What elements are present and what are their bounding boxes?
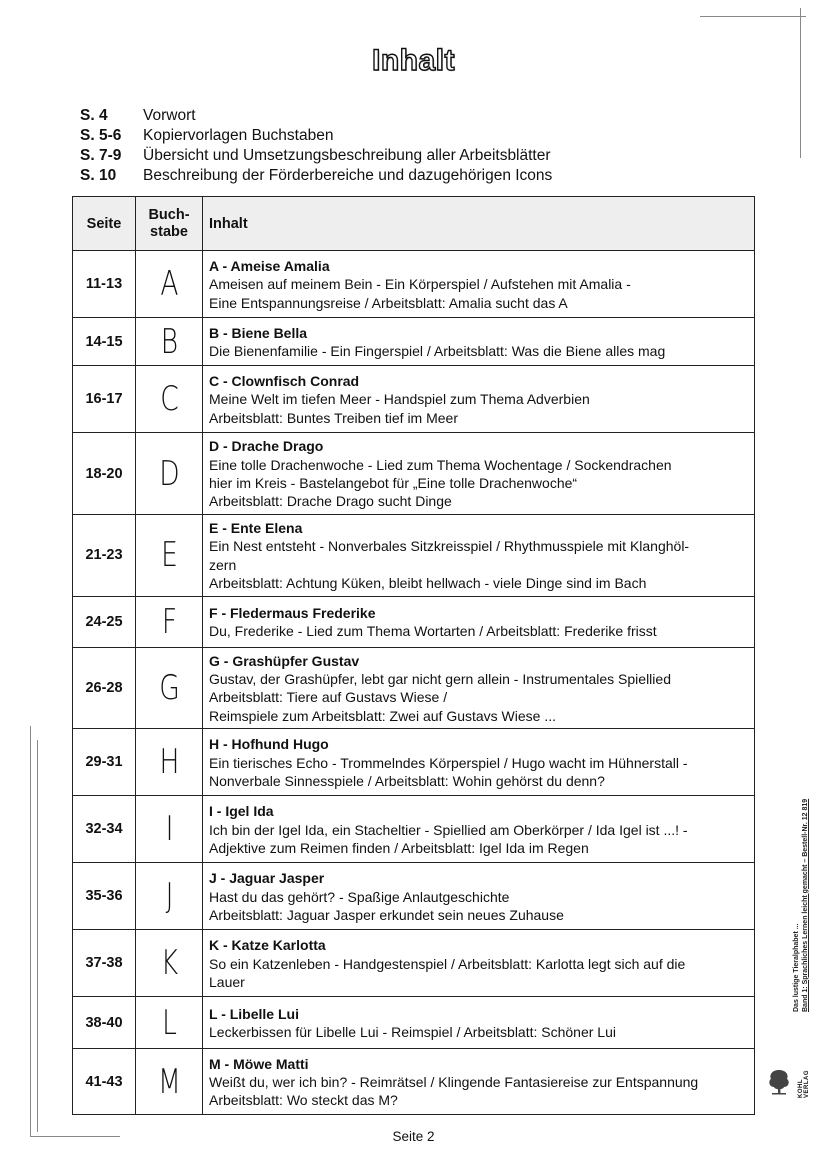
row-title: E - Ente Elena bbox=[209, 520, 303, 536]
row-letter: D bbox=[143, 433, 195, 515]
row-description: Leckerbissen für Libelle Lui - Reimspiel / Arbeitsblatt: Schöner Lui bbox=[209, 1024, 616, 1041]
row-letter: A bbox=[143, 251, 195, 318]
row-content bbox=[203, 796, 755, 863]
table-row bbox=[73, 366, 755, 433]
row-description: Weißt du, wer ich bin? - Reimrätsel / Klingende Fantasiereise zur Entspannung Arbeitsblatt: Wo steckt das M? bbox=[209, 1074, 699, 1109]
row-description: Eine tolle Drachenwoche - Lied zum Thema Wochentage / Sockendrachen hier im Kreis - Bastelangebot für „Eine tolle Drachenwoche“ Arbeitsblatt: Drache Drago sucht Dinge bbox=[209, 456, 672, 510]
row-pages: 11-13 bbox=[73, 251, 136, 318]
toc-item bbox=[80, 146, 552, 166]
row-content bbox=[203, 596, 755, 647]
table-row bbox=[73, 647, 755, 729]
table-row bbox=[73, 596, 755, 647]
table-header-row bbox=[73, 197, 755, 251]
frame-line-top bbox=[700, 16, 806, 17]
toc-page: S. 5-6 bbox=[80, 127, 122, 144]
toc-text: Übersicht und Umsetzungsbeschreibung aller Arbeitsblätter bbox=[143, 147, 551, 164]
table-row bbox=[73, 997, 755, 1049]
table-row bbox=[73, 930, 755, 997]
content-table bbox=[72, 196, 755, 1115]
row-content bbox=[203, 863, 755, 930]
row-pages: 16-17 bbox=[73, 366, 136, 433]
row-pages: 35-36 bbox=[73, 863, 136, 930]
row-pages: 14-15 bbox=[73, 318, 136, 366]
header-inhalt: Inhalt bbox=[203, 197, 755, 251]
row-description: Ein tierisches Echo - Trommelndes Körperspiel / Hugo wacht im Hühnerstall - Nonverbale Sinnesspiele / Arbeitsblatt: Wohin gehörst du denn? bbox=[209, 754, 688, 789]
row-title: H - Hofhund Hugo bbox=[209, 736, 329, 753]
toc-item bbox=[80, 166, 552, 186]
row-letter: M bbox=[143, 1049, 195, 1115]
row-letter: L bbox=[143, 997, 195, 1049]
row-description: Hast du das gehört? - Spaßige Anlautgeschichte Arbeitsblatt: Jaguar Jasper erkundet sein neues Zuhause bbox=[209, 888, 564, 923]
row-pages: 21-23 bbox=[73, 515, 136, 597]
row-letter: I bbox=[143, 796, 195, 863]
header-seite: Seite bbox=[73, 197, 136, 251]
row-content bbox=[203, 366, 755, 433]
header-buchstabe bbox=[136, 197, 203, 251]
row-title: K - Katze Karlotta bbox=[209, 937, 326, 954]
frame-line-left-inner bbox=[37, 740, 38, 1132]
row-letter: K bbox=[143, 930, 195, 997]
row-pages: 18-20 bbox=[73, 433, 136, 515]
toc-text: Kopiervorlagen Buchstaben bbox=[143, 127, 334, 144]
row-letter: B bbox=[143, 318, 195, 366]
toc-page: S. 10 bbox=[80, 167, 117, 184]
row-description: Gustav, der Grashüpfer, lebt gar nicht gern allein - Instrumentales Spiellied Arbeitsblatt: Tiere auf Gustavs Wiese / Reimspiele zum Arbeitsblatt: Zwei auf Gustavs Wiese ... bbox=[209, 671, 671, 724]
header-buchstabe-line1: Buch- bbox=[148, 206, 190, 223]
row-letter: F bbox=[143, 596, 195, 647]
row-content bbox=[203, 251, 755, 318]
table-row bbox=[73, 863, 755, 930]
row-title: G - Grashüpfer Gustav bbox=[209, 652, 360, 669]
row-description: Meine Welt im tiefen Meer - Handspiel zum Thema Adverbien Arbeitsblatt: Buntes Treiben tief im Meer bbox=[209, 391, 590, 426]
row-content bbox=[203, 930, 755, 997]
table-row bbox=[73, 251, 755, 318]
table-row bbox=[73, 796, 755, 863]
table-row bbox=[73, 729, 755, 796]
row-pages: 37-38 bbox=[73, 930, 136, 997]
row-letter: G bbox=[143, 647, 195, 729]
row-pages: 32-34 bbox=[73, 796, 136, 863]
side-imprint bbox=[793, 799, 810, 1012]
row-title: M - Möwe Matti bbox=[209, 1055, 309, 1072]
row-title: J - Jaguar Jasper bbox=[209, 870, 325, 887]
row-title: A - Ameise Amalia bbox=[209, 257, 330, 274]
table-row bbox=[73, 433, 755, 515]
toc-page: S. 7-9 bbox=[80, 147, 122, 164]
row-title: F - Fledermaus Frederike bbox=[209, 604, 376, 621]
row-pages: 38-40 bbox=[73, 997, 136, 1049]
row-content bbox=[203, 318, 755, 366]
side-imprint-line1: Das lustige Tieralphabet ... bbox=[793, 923, 800, 1012]
page-number: Seite 2 bbox=[392, 1129, 435, 1144]
page-title: Inhalt bbox=[372, 44, 455, 77]
row-pages: 41-43 bbox=[73, 1049, 136, 1115]
row-description: Ich bin der Igel Ida, ein Stacheltier - Spiellied am Oberkörper / Ida Igel ist ...! - Adjektive zum Reimen finden / Arbeitsblatt: Igel Ida im Regen bbox=[209, 821, 688, 856]
row-content bbox=[203, 1049, 755, 1115]
table-row bbox=[73, 1049, 755, 1115]
row-description: Du, Frederike - Lied zum Thema Wortarten / Arbeitsblatt: Frederike frisst bbox=[209, 623, 657, 640]
row-description: Ein Nest entsteht - Nonverbales Sitzkreisspiel / Rhythmusspiele mit Klanghöl- zern Arbeitsblatt: Achtung Küken, bleibt hellwach - viele Dinge sind im Bach bbox=[209, 538, 690, 592]
row-content bbox=[203, 647, 755, 729]
row-content bbox=[203, 433, 755, 515]
row-letter: H bbox=[143, 729, 195, 796]
row-title: C - Clownfisch Conrad bbox=[209, 372, 360, 389]
table-row bbox=[73, 318, 755, 366]
toc-text: Beschreibung der Förderbereiche und dazugehörigen Icons bbox=[143, 167, 553, 184]
toc-item bbox=[80, 106, 552, 126]
row-title: I - Igel Ida bbox=[209, 803, 274, 820]
row-title: L - Libelle Lui bbox=[209, 1005, 299, 1022]
row-pages: 26-28 bbox=[73, 647, 136, 729]
row-letter: C bbox=[143, 366, 195, 433]
toc-page: S. 4 bbox=[80, 107, 108, 124]
toc-text: Vorwort bbox=[143, 107, 196, 124]
row-description: Die Bienenfamilie - Ein Fingerspiel / Arbeitsblatt: Was die Biene alles mag bbox=[209, 343, 666, 359]
tree-logo-icon bbox=[766, 1066, 792, 1096]
row-title: D - Drache Drago bbox=[209, 438, 324, 455]
table-row bbox=[73, 515, 755, 597]
frame-line-top-right bbox=[800, 8, 801, 158]
frame-line-left-outer bbox=[30, 726, 31, 1136]
row-letter: J bbox=[143, 863, 195, 930]
row-pages: 24-25 bbox=[73, 596, 136, 647]
header-buchstabe-line2: stabe bbox=[150, 223, 188, 240]
row-letter: E bbox=[143, 515, 195, 597]
side-imprint-line2: Band 1: Sprachliches Lernen leicht gemacht – Bestell-Nr. 12 819 bbox=[801, 798, 809, 1012]
row-content bbox=[203, 729, 755, 796]
row-description: Ameisen auf meinem Bein - Ein Körperspiel / Aufstehen mit Amalia - Eine Entspannungsreise / Arbeitsblatt: Amalia sucht das A bbox=[209, 276, 631, 311]
row-title: B - Biene Bella bbox=[209, 324, 308, 341]
row-pages: 29-31 bbox=[73, 729, 136, 796]
row-description: So ein Katzenleben - Handgestenspiel / Arbeitsblatt: Karlotta legt sich auf die Lauer bbox=[209, 955, 686, 990]
publisher-logo-text: KOHL VERLAG bbox=[798, 1069, 810, 1098]
row-content bbox=[203, 997, 755, 1049]
row-content bbox=[203, 515, 755, 597]
toc-list bbox=[80, 106, 552, 186]
toc-item bbox=[80, 126, 552, 146]
